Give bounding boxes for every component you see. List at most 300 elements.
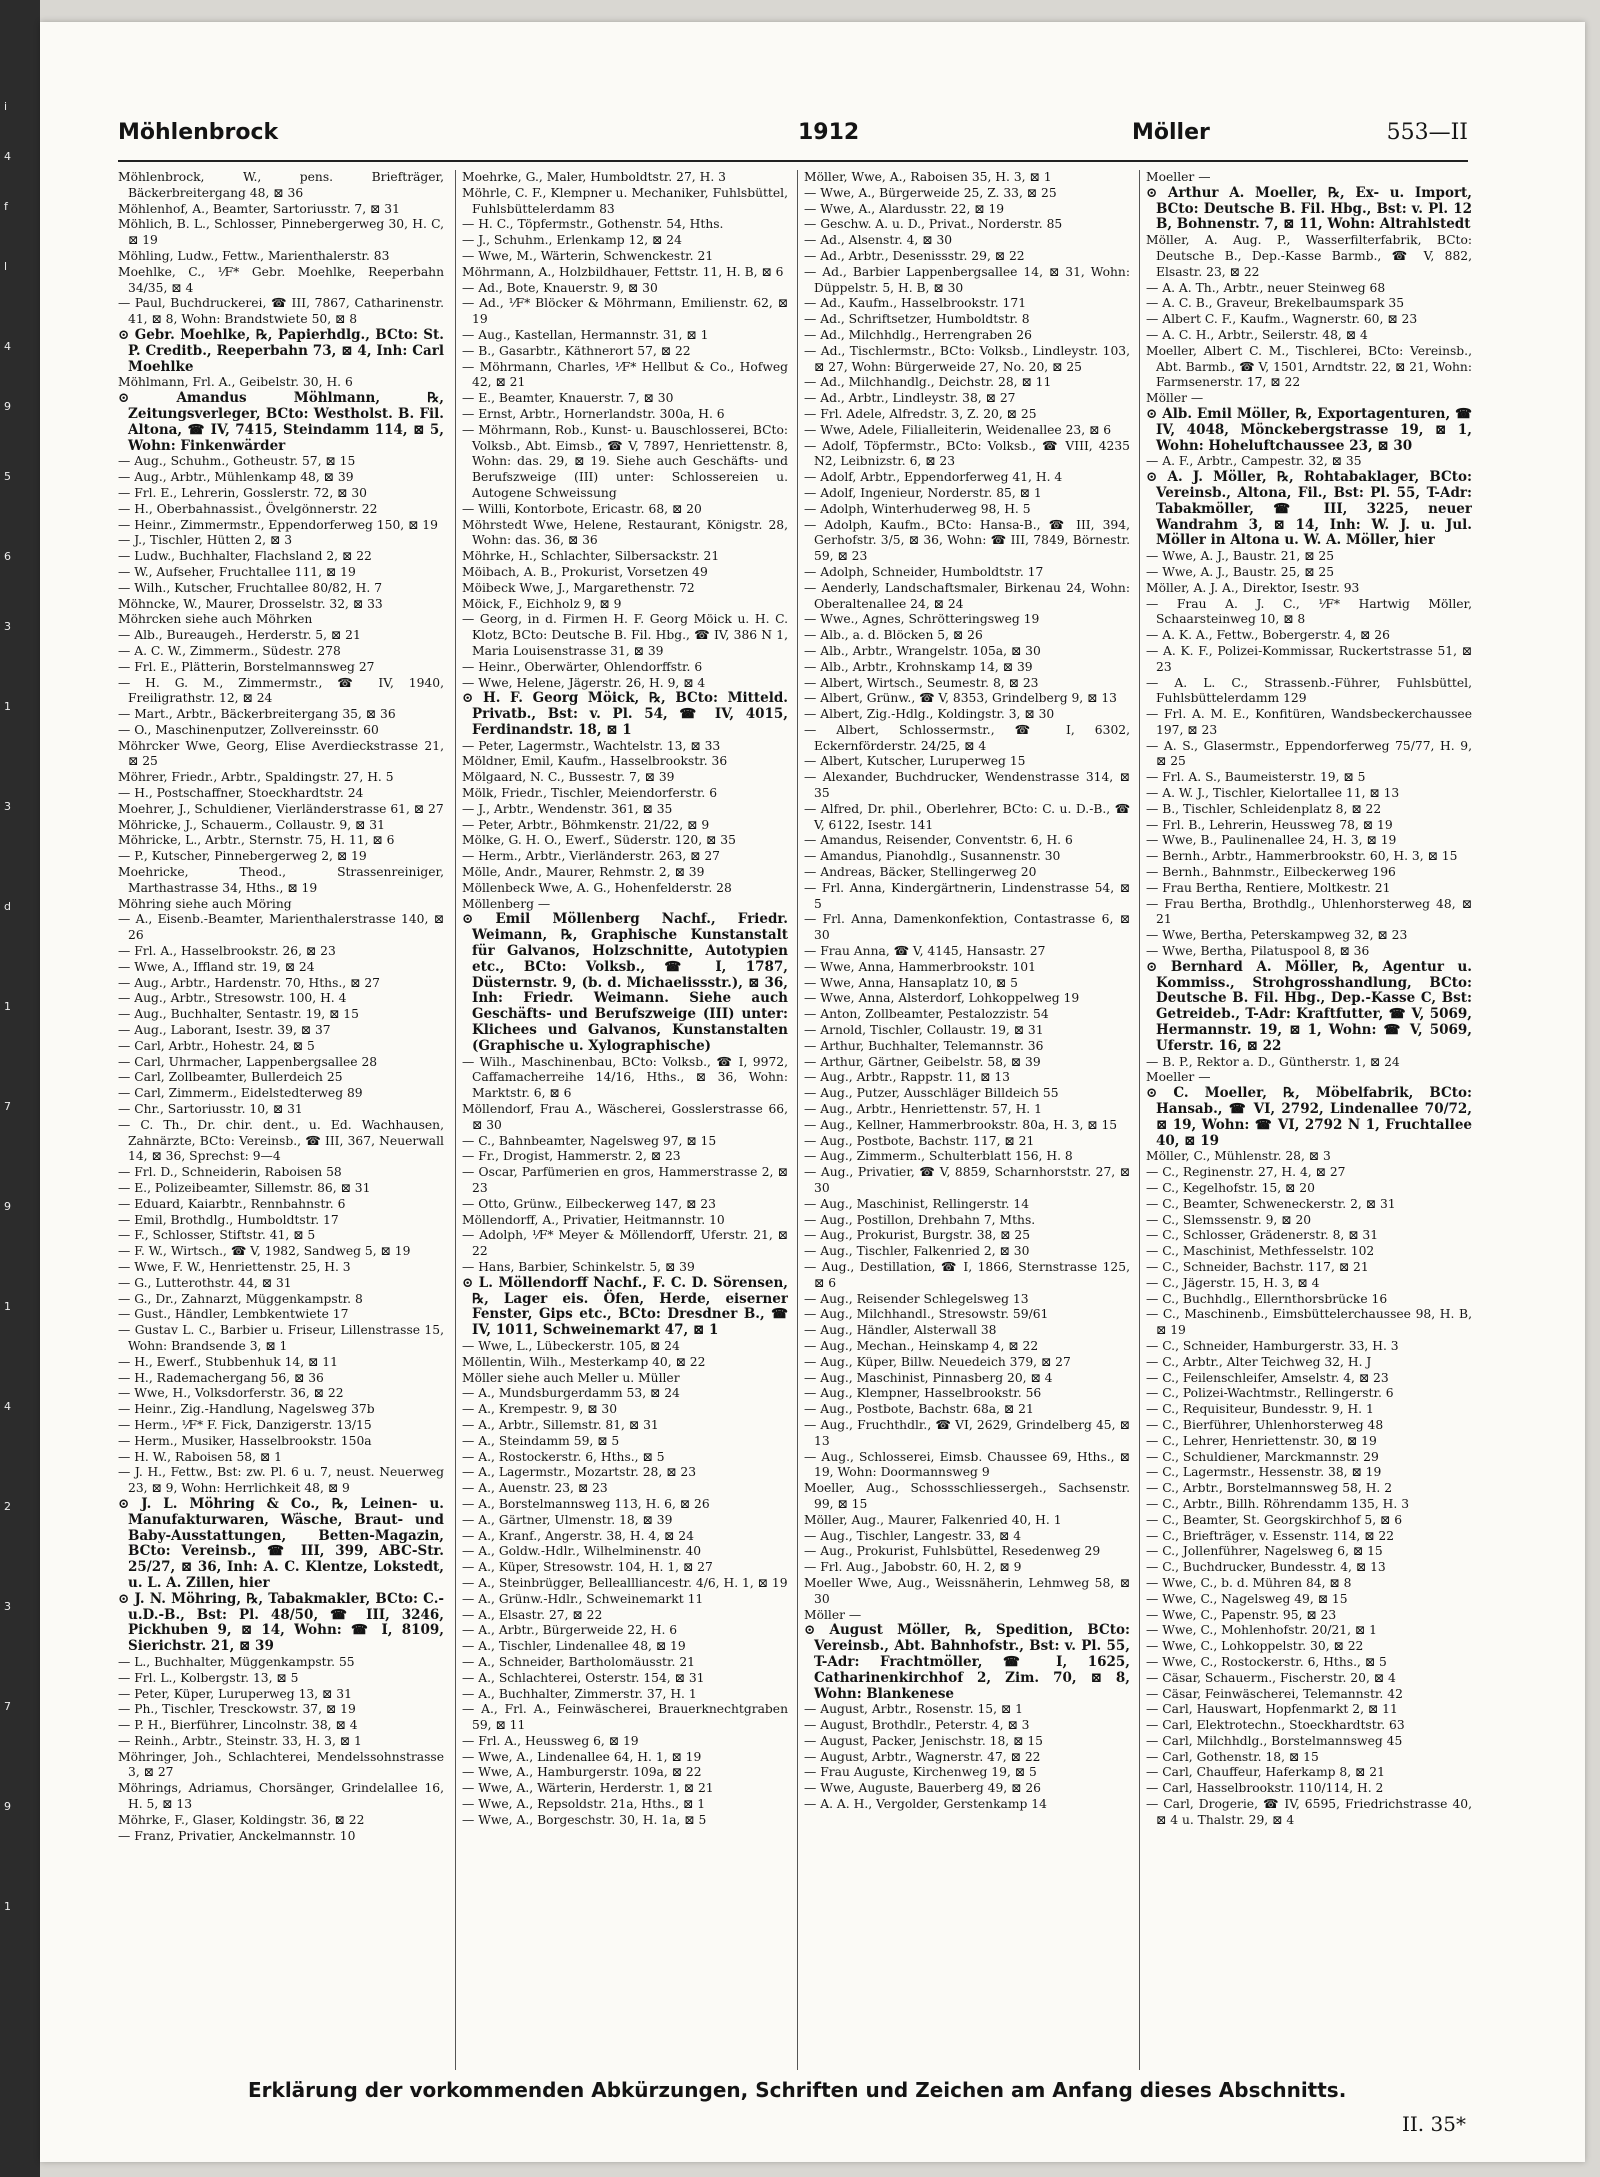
directory-entry: — Wwe, Adele, Filialleiterin, Weidenallee 23, ⊠ 6 xyxy=(804,422,1112,437)
directory-entry: — A., Lagermstr., Mozartstr. 28, ⊠ 23 xyxy=(462,1465,697,1480)
directory-entry: — Adolph, ⅟F* Meyer & Möllendorff, Uferstr. 21, ⊠ 22 xyxy=(462,1228,788,1259)
directory-entry: — Fr., Drogist, Hammerstr. 2, ⊠ 23 xyxy=(462,1149,681,1164)
directory-entry: — Alb., Arbtr., Wrangelstr. 105a, ⊠ 30 xyxy=(804,643,1041,658)
column-2 xyxy=(462,170,788,2070)
directory-entry: — Aug., Maschinist, Pinnasberg 20, ⊠ 4 xyxy=(804,1370,1053,1385)
directory-entry: — Frl. L., Kolbergstr. 13, ⊠ 5 xyxy=(118,1670,299,1685)
directory-entry: — Aug., Maschinist, Rellingerstr. 14 xyxy=(804,1196,1030,1211)
directory-entry: — J., Schuhm., Erlenkamp 12, ⊠ 24 xyxy=(462,233,682,248)
directory-entry: — H., Ewerf., Stubbenhuk 14, ⊠ 11 xyxy=(118,1354,338,1369)
directory-entry: — Albert, Schlossermstr., ☎ I, 6302, Eckernförderstr. 24/25, ⊠ 4 xyxy=(804,722,1130,753)
directory-entry: Möhrke, F., Glaser, Koldingstr. 36, ⊠ 22 xyxy=(118,1812,365,1827)
directory-entry: — Peter, Arbtr., Böhmkenstr. 21/22, ⊠ 9 xyxy=(462,817,710,832)
directory-entry: ⊙ L. Möllendorff Nachf., F. C. D. Sörensen, ℞, Lager eis. Öfen, Herde, eiserner Fenster, Gips etc., BCto: Dresdner B., ☎ IV, 1011, Schweinemarkt 47, ⊠ 1 xyxy=(462,1274,788,1339)
directory-entry: — Ad., Alsenstr. 4, ⊠ 30 xyxy=(804,233,953,248)
directory-entry: — Aug., Destillation, ☎ I, 1866, Sternstrasse 125, ⊠ 6 xyxy=(804,1259,1130,1290)
directory-entry: — Ad., Milchhdlg., Herrengraben 26 xyxy=(804,327,1032,342)
page-header xyxy=(118,120,1468,154)
directory-entry: — Cäsar, Feinwäscherei, Telemannstr. 42 xyxy=(1146,1686,1403,1701)
directory-entry: Moehrke, G., Maler, Humboldtstr. 27, H. 3 xyxy=(462,170,726,184)
directory-entry: Möibeck Wwe, J., Margarethenstr. 72 xyxy=(462,580,695,595)
directory-entry: Möhrle, C. F., Klempner u. Mechaniker, Fuhlsbüttel, Fuhlsbüttelerdamm 83 xyxy=(462,185,788,216)
directory-entry: — A. C. H., Arbtr., Seilerstr. 48, ⊠ 4 xyxy=(1146,327,1368,342)
directory-entry: — Alfred, Dr. phil., Oberlehrer, BCto: C. u. D.-B., ☎ V, 6122, Isestr. 141 xyxy=(804,801,1130,832)
directory-entry: — Emil, Brothdlg., Humboldtstr. 17 xyxy=(118,1212,339,1227)
directory-entry: — Wwe, Anna, Hansaplatz 10, ⊠ 5 xyxy=(804,975,1018,990)
directory-entry: — Albert, Zig.-Hdlg., Koldingstr. 3, ⊠ 30 xyxy=(804,707,1055,722)
directory-entry: — G., Lutterothstr. 44, ⊠ 31 xyxy=(118,1275,292,1290)
header-first-entry: Möhlenbrock xyxy=(118,120,279,145)
directory-entry: — Frl. A. M. E., Konfitüren, Wandsbeckerchaussee 197, ⊠ 23 xyxy=(1146,707,1472,737)
directory-entry: — A., Arbtr., Bürgerweide 22, H. 6 xyxy=(462,1623,678,1638)
directory-entry: — Frl. E., Lehrerin, Gosslerstr. 72, ⊠ 30 xyxy=(118,485,367,500)
directory-entry: — August, Packer, Jenischstr. 18, ⊠ 15 xyxy=(804,1733,1043,1748)
directory-entry: — A., Schneider, Bartholomäusstr. 21 xyxy=(462,1654,695,1669)
directory-entry: — C., Bierführer, Uhlenhorsterweg 48 xyxy=(1146,1417,1384,1432)
directory-entry: — A. K. A., Fettw., Bobergerstr. 4, ⊠ 26 xyxy=(1146,628,1390,643)
directory-entry: — A. S., Glasermstr., Eppendorferweg 75/77, H. 9, ⊠ 25 xyxy=(1146,738,1472,769)
directory-entry: — Herm., Musiker, Hasselbrookstr. 150a xyxy=(118,1433,372,1448)
directory-entry: — Albert, Wirtsch., Seumestr. 8, ⊠ 23 xyxy=(804,675,1039,690)
directory-entry: — A., Auenstr. 23, ⊠ 23 xyxy=(462,1481,608,1496)
directory-entry: — A., Rostockerstr. 6, Hths., ⊠ 5 xyxy=(462,1449,665,1464)
directory-entry: — Aug., Arbtr., Henriettenstr. 57, H. 1 xyxy=(804,1102,1042,1117)
directory-entry: — Wwe, Anna, Hammerbrookstr. 101 xyxy=(804,959,1036,974)
directory-entry: — Amandus, Reisender, Conventstr. 6, H. 6 xyxy=(804,833,1073,848)
directory-entry: — Frl. Adele, Alfredstr. 3, Z. 20, ⊠ 25 xyxy=(804,406,1037,421)
directory-entry: — G., Dr., Zahnarzt, Müggenkampstr. 8 xyxy=(118,1291,363,1306)
directory-entry: — Cäsar, Schauerm., Fischerstr. 20, ⊠ 4 xyxy=(1146,1670,1396,1685)
directory-entry: — Frl. A. S., Baumeisterstr. 19, ⊠ 5 xyxy=(1146,770,1366,785)
directory-entry: — C., Kegelhofstr. 15, ⊠ 20 xyxy=(1146,1181,1315,1195)
directory-entry: — Carl, Chauffeur, Haferkamp 8, ⊠ 21 xyxy=(1146,1765,1385,1780)
directory-entry: — Herm., Arbtr., Vierländerstr. 263, ⊠ 27 xyxy=(462,849,721,864)
directory-entry: Möhrcker Wwe, Georg, Elise Averdieckstrasse 21, ⊠ 25 xyxy=(118,738,444,769)
directory-entry: — Geschw. A. u. D., Privat., Norderstr. 85 xyxy=(804,217,1063,232)
directory-entry: Möldner, Emil, Kaufm., Hasselbrookstr. 36 xyxy=(462,754,728,769)
directory-entry: Moehlke, C., ⅟F* Gebr. Moehlke, Reeperbahn 34/35, ⊠ 4 xyxy=(118,264,444,295)
directory-entry: — Aug., Fruchthdlr., ☎ VI, 2629, Grindelberg 45, ⊠ 13 xyxy=(804,1417,1130,1448)
directory-entry: — A., Buchhalter, Zimmerstr. 37, H. 1 xyxy=(462,1686,697,1701)
directory-entry: — Aug., Reisender Schlegelsweg 13 xyxy=(804,1291,1029,1306)
directory-entry: — Frl. Anna, Damenkonfektion, Contastrasse 6, ⊠ 30 xyxy=(804,912,1130,943)
directory-entry: — C., Bahnbeamter, Nagelsweg 97, ⊠ 15 xyxy=(462,1133,717,1148)
directory-entry: — Adolph, Kaufm., BCto: Hansa-B., ☎ III, 394, Gerhofstr. 3/5, ⊠ 36, Wohn: ☎ III, 7849, Börnestr. 59, ⊠ 23 xyxy=(804,517,1130,564)
directory-entry: — Gustav L. C., Barbier u. Friseur, Lillenstrasse 15, Wohn: Brandsende 3, ⊠ 1 xyxy=(118,1323,444,1353)
directory-entry: — Adolf, Töpfermstr., BCto: Volksb., ☎ VIII, 4235 N2, Leibnizstr. 6, ⊠ 23 xyxy=(804,438,1130,469)
directory-entry: — Aug., Postillon, Drehbahn 7, Mths. xyxy=(804,1212,1036,1227)
directory-entry: — Gust., Händler, Lembkentwiete 17 xyxy=(118,1307,349,1322)
directory-entry: Möller, A. Aug. P., Wasserfilterfabrik, BCto: Deutsche B., Dep.-Kasse Barmb., ☎ V, 882, Elsastr. 23, ⊠ 22 xyxy=(1146,233,1472,279)
directory-entry: — Frl. A., Heussweg 6, ⊠ 19 xyxy=(462,1733,639,1748)
book-binding: i 4 f l 4 9 5 6 3 1 3 d 1 7 9 1 4 2 3 7 9 1 xyxy=(0,0,40,2177)
directory-entry: — Ad., Schriftsetzer, Humboldtstr. 8 xyxy=(804,312,1030,327)
directory-entry: — Otto, Grünw., Eilbeckerweg 147, ⊠ 23 xyxy=(462,1196,716,1211)
directory-entry: — A., Schlachterei, Osterstr. 154, ⊠ 31 xyxy=(462,1670,705,1685)
directory-entry: — Alb., Arbtr., Krohnskamp 14, ⊠ 39 xyxy=(804,659,1033,674)
directory-entry: — C., Lagermstr., Hessenstr. 38, ⊠ 19 xyxy=(1146,1465,1382,1480)
directory-entry: — Peter, Küper, Luruperweg 13, ⊠ 31 xyxy=(118,1686,352,1701)
directory-entry: — Aug., Arbtr., Stresowstr. 100, H. 4 xyxy=(118,991,347,1006)
directory-entry: — Alexander, Buchdrucker, Wendenstrasse 314, ⊠ 35 xyxy=(804,770,1130,801)
directory-entry: ⊙ A. J. Möller, ℞, Rohtabaklager, BCto: Vereinsb., Altona, Fil., Bst: Pl. 55, T-Adr: Tabakmöller, ☎ III, 3225, neuer Wandrahm 3, ⊠ 14, Inh: W. J. u. Jul. Möller in Altona u. W. A. Möller, hier xyxy=(1146,469,1472,549)
directory-entry: — Aug., Arbtr., Hardenstr. 70, Hths., ⊠ 27 xyxy=(118,975,380,990)
directory-entry: Möllenberg — xyxy=(462,896,551,911)
header-year: 1912 xyxy=(798,120,860,145)
directory-entry: — Wwe, H., Volksdorferstr. 36, ⊠ 22 xyxy=(118,1386,344,1401)
directory-entry: — A., Arbtr., Sillemstr. 81, ⊠ 31 xyxy=(462,1417,659,1432)
directory-entry: — C., Maschinist, Methfesselstr. 102 xyxy=(1146,1244,1375,1259)
directory-entry: — Frl. B., Lehrerin, Heussweg 78, ⊠ 19 xyxy=(1146,817,1393,832)
directory-entry: — Wwe, Auguste, Bauerberg 49, ⊠ 26 xyxy=(804,1781,1041,1796)
directory-entry: — Möhrmann, Rob., Kunst- u. Bauschlosserei, BCto: Volksb., Abt. Eimsb., ☎ V, 7897, Henriettenstr. 8, Wohn: das. 29, ⊠ 19. Siehe auch Geschäfts- und Berufszweige (III) unter: Schlossereien u. Autogene Schweissung xyxy=(462,422,788,500)
directory-entry: — A., Goldw.-Hdlr., Wilhelminenstr. 40 xyxy=(462,1544,702,1559)
directory-entry: — Oscar, Parfümerien en gros, Hammerstrasse 2, ⊠ 23 xyxy=(462,1165,788,1195)
directory-entry: — Aug., Putzer, Ausschläger Billdeich 55 xyxy=(804,1086,1059,1101)
directory-entry: — Wwe, A., Iffland str. 19, ⊠ 24 xyxy=(118,959,315,974)
directory-entry: — C., Maschinenb., Eimsbüttelerchaussee 98, H. B, ⊠ 19 xyxy=(1146,1307,1472,1338)
directory-entry: Möhring siehe auch Möring xyxy=(118,896,292,911)
directory-entry: — A., Borstelmannsweg 113, H. 6, ⊠ 26 xyxy=(462,1496,710,1511)
directory-entry: — A. K. F., Polizei-Kommissar, Ruckertstrasse 51, ⊠ 23 xyxy=(1146,643,1472,674)
directory-entry: — C., Buchhdlg., Ellernthorsbrücke 16 xyxy=(1146,1291,1388,1306)
directory-entry: — Wwe, A., Wärterin, Herderstr. 1, ⊠ 21 xyxy=(462,1781,714,1796)
directory-entry: — A., Küper, Stresowstr. 104, H. 1, ⊠ 27 xyxy=(462,1560,713,1575)
directory-entry: — A., Eisenb.-Beamter, Marienthalerstrasse 140, ⊠ 26 xyxy=(118,912,444,943)
directory-entry: Möhrmann, A., Holzbildhauer, Fettstr. 11, H. B, ⊠ 6 xyxy=(462,264,784,279)
directory-entry: — Georg, in d. Firmen H. F. Georg Möick u. H. C. Klotz, BCto: Deutsche B. Fil. Hbg., ☎ IV, 386 N 1, Maria Louisenstrasse 31, ⊠ 39 xyxy=(462,612,788,658)
directory-entry: ⊙ Amandus Möhlmann, ℞, Zeitungsverleger, BCto: Westholst. B. Fil. Altona, ☎ IV, 7415, Steindamm 114, ⊠ 5, Wohn: Finkenwärder xyxy=(118,390,444,454)
directory-entry: — Frau Anna, ☎ V, 4145, Hansastr. 27 xyxy=(804,944,1046,959)
directory-entry: — Aenderly, Landschaftsmaler, Birkenau 24, Wohn: Oberaltenallee 24, ⊠ 24 xyxy=(804,580,1130,611)
directory-entry: — Amandus, Pianohdlg., Susannenstr. 30 xyxy=(804,849,1061,864)
directory-entry: Mölk, Friedr., Tischler, Meiendorferstr. 6 xyxy=(462,786,718,801)
directory-entry: Möhlenhof, A., Beamter, Sartoriusstr. 7, ⊠ 31 xyxy=(118,201,400,216)
directory-entry: — C., Schneider, Bachstr. 117, ⊠ 21 xyxy=(1146,1259,1369,1274)
directory-entry: — Aug., Tischler, Langestr. 33, ⊠ 4 xyxy=(804,1528,1022,1543)
directory-entry: — B. P., Rektor a. D., Güntherstr. 1, ⊠ 24 xyxy=(1146,1054,1400,1069)
directory-entry: — Wwe, C., Mohlenhofstr. 20/21, ⊠ 1 xyxy=(1146,1623,1377,1638)
directory-entry: — Eduard, Kaiarbtr., Rennbahnstr. 6 xyxy=(118,1196,346,1211)
directory-entry: — C., Briefträger, v. Essenstr. 114, ⊠ 22 xyxy=(1146,1528,1395,1543)
directory-entry: Möller — xyxy=(804,1607,862,1622)
directory-entry: — Carl, Drogerie, ☎ IV, 6595, Friedrichstrasse 40, ⊠ 4 u. Thalstr. 29, ⊠ 4 xyxy=(1146,1797,1472,1827)
directory-entry: — Albert, Grünw., ☎ V, 8353, Grindelberg 9, ⊠ 13 xyxy=(804,691,1117,706)
directory-entry: — Ad., Bote, Knauerstr. 9, ⊠ 30 xyxy=(462,280,658,295)
directory-entry: — August, Arbtr., Wagnerstr. 47, ⊠ 22 xyxy=(804,1749,1041,1764)
directory-entry: — Carl, Milchhdlg., Borstelmannsweg 45 xyxy=(1146,1733,1403,1748)
directory-entry: Moehrer, J., Schuldiener, Vierländerstrasse 61, ⊠ 27 xyxy=(118,801,444,816)
directory-entry: — Wwe, C., Papenstr. 95, ⊠ 23 xyxy=(1146,1607,1337,1622)
directory-entry: — Adolf, Arbtr., Eppendorferweg 41, H. 4 xyxy=(804,470,1063,485)
directory-entry: — Wwe, A., Repsoldstr. 21a, Hths., ⊠ 1 xyxy=(462,1797,706,1812)
directory-entry: — W., Aufseher, Fruchtallee 111, ⊠ 19 xyxy=(118,564,356,579)
directory-entry: — J., Tischler, Hütten 2, ⊠ 3 xyxy=(118,533,293,548)
directory-entry: — C., Lehrer, Henriettenstr. 30, ⊠ 19 xyxy=(1146,1433,1377,1448)
directory-entry: — Albert, Kutscher, Luruperweg 15 xyxy=(804,754,1026,769)
directory-entry: — Carl, Elektrotechn., Stoeckhardtstr. 63 xyxy=(1146,1718,1405,1733)
directory-entry: — H., Oberbahnassist., Övelgönnerstr. 22 xyxy=(118,501,378,516)
directory-entry: ⊙ Bernhard A. Möller, ℞, Agentur u. Kommiss., Strohgrosshandlung, BCto: Deutsche B. Fil. Hbg., Dep.-Kasse C, Bst: Getreideb., T-Adr: Kraftfutter, ☎ V, 5069, Hermannstr. 19, ⊠ 1, Wohn: ☎ V, 5069, Uferstr. 16, ⊠ 22 xyxy=(1146,958,1472,1054)
directory-entry: — Chr., Sartoriusstr. 10, ⊠ 31 xyxy=(118,1102,303,1117)
directory-entry: — Wwe, A., Alardusstr. 22, ⊠ 19 xyxy=(804,201,1005,216)
directory-entry: — Ad., Arbtr., Desenissstr. 29, ⊠ 22 xyxy=(804,248,1025,263)
directory-entry: — Wwe, A., Bürgerweide 25, Z. 33, ⊠ 25 xyxy=(804,185,1057,200)
directory-entry: — Adolph, Schneider, Humboldtstr. 17 xyxy=(804,564,1044,579)
directory-entry: ⊙ August Möller, ℞, Spedition, BCto: Vereinsb., Abt. Bahnhofstr., Bst: v. Pl. 55, T-Adr: Frachtmöller, ☎ I, 1625, Catharinenkirchhof 2, Zim. 70, ⊠ 8, Wohn: Blankenese xyxy=(804,1622,1130,1702)
directory-entry: Möllendorff, A., Privatier, Heitmannstr. 10 xyxy=(462,1212,725,1227)
directory-entry: — Frau Bertha, Rentiere, Moltkestr. 21 xyxy=(1146,880,1391,895)
header-page-label: 553—II xyxy=(1386,120,1468,145)
directory-entry: — A. C. W., Zimmerm., Südestr. 278 xyxy=(118,643,341,658)
directory-entry: — Wilh., Kutscher, Fruchtallee 80/82, H. 7 xyxy=(118,580,383,595)
directory-entry: — Wwe, B., Paulinenallee 24, H. 3, ⊠ 19 xyxy=(1146,833,1397,848)
directory-entry: — Wwe, Bertha, Pilatuspool 8, ⊠ 36 xyxy=(1146,944,1370,959)
directory-entry: Möllenbeck Wwe, A. G., Hohenfelderstr. 28 xyxy=(462,880,732,895)
directory-entry: — C., Requisiteur, Bundesstr. 9, H. 1 xyxy=(1146,1402,1374,1417)
directory-entry: — F., Schlosser, Stiftstr. 41, ⊠ 5 xyxy=(118,1228,316,1243)
directory-entry: — A., Frl. A., Feinwäscherei, Brauerknechtgraben 59, ⊠ 11 xyxy=(462,1702,788,1733)
directory-entry: — Aug., Prokurist, Burgstr. 38, ⊠ 25 xyxy=(804,1228,1031,1243)
directory-entry: — Wwe, Anna, Alsterdorf, Lohkoppelweg 19 xyxy=(804,991,1080,1006)
directory-entry: — Wilh., Maschinenbau, BCto: Volksb., ☎ I, 9972, Caffamacherreihe 14/16, Hths., ⊠ 36, Wohn: Marktstr. 6, ⊠ 6 xyxy=(462,1054,788,1101)
directory-entry: Möller, Aug., Maurer, Falkenried 40, H. 1 xyxy=(804,1512,1062,1527)
directory-entry: Mölgaard, N. C., Bussestr. 7, ⊠ 39 xyxy=(462,770,675,785)
directory-entry: Mölle, Andr., Maurer, Rehmstr. 2, ⊠ 39 xyxy=(462,865,705,880)
directory-entry: — Frl. Aug., Jabobstr. 60, H. 2, ⊠ 9 xyxy=(804,1560,1022,1575)
directory-entry: — Wwe, C., b. d. Mühren 84, ⊠ 8 xyxy=(1146,1575,1352,1590)
directory-entry: — Frau A. J. C., ⅟F* Hartwig Möller, Schaarsteinweg 10, ⊠ 8 xyxy=(1146,596,1472,627)
directory-entry: Möick, F., Eichholz 9, ⊠ 9 xyxy=(462,596,622,611)
directory-entry: — A. L. C., Strassenb.-Führer, Fuhlsbüttel, Fuhlsbüttelerdamm 129 xyxy=(1146,675,1472,706)
directory-entry: ⊙ H. F. Georg Möick, ℞, BCto: Mitteld. Privatb., Bst: v. Pl. 54, ☎ IV, 4015, Ferdinandstr. 18, ⊠ 1 xyxy=(462,690,788,738)
directory-entry: — Aug., Buchhalter, Sentastr. 19, ⊠ 15 xyxy=(118,1007,359,1022)
directory-entry: — C., Schlosser, Grädenerstr. 8, ⊠ 31 xyxy=(1146,1228,1379,1243)
directory-entry: Möhringer, Joh., Schlachterei, Mendelssohnstrasse 3, ⊠ 27 xyxy=(118,1749,444,1780)
directory-entry: — Franz, Privatier, Anckelmannstr. 10 xyxy=(118,1828,356,1843)
directory-entry: — Adolph, Winterhuderweg 98, H. 5 xyxy=(804,501,1031,516)
column-3 xyxy=(804,170,1130,2070)
directory-entry: — Herm., ⅟F* F. Fick, Danzigerstr. 13/15 xyxy=(118,1417,372,1432)
directory-entry: — Wwe, C., Rostockerstr. 6, Hths., ⊠ 5 xyxy=(1146,1654,1387,1669)
directory-entry: — Aug., Milchhandl., Stresowstr. 59/61 xyxy=(804,1307,1049,1322)
directory-entry: — C., Schuldiener, Marckmannstr. 29 xyxy=(1146,1449,1379,1464)
directory-entry: Möhncke, W., Maurer, Drosselstr. 32, ⊠ 33 xyxy=(118,596,383,611)
directory-entry: — Aug., Tischler, Falkenried 2, ⊠ 30 xyxy=(804,1244,1030,1259)
directory-entry: — Aug., Postbote, Bachstr. 117, ⊠ 21 xyxy=(804,1133,1035,1148)
directory-entry: — C., Slemssenstr. 9, ⊠ 20 xyxy=(1146,1212,1312,1227)
directory-entry: — Wwe, Bertha, Peterskampweg 32, ⊠ 23 xyxy=(1146,928,1408,943)
directory-entry: — Aug., Schlosserei, Eimsb. Chaussee 69, Hths., ⊠ 19, Wohn: Doormannsweg 9 xyxy=(804,1449,1130,1480)
directory-entry: ⊙ Emil Möllenberg Nachf., Friedr. Weimann, ℞, Graphische Kunstanstalt für Galvanos, Holzschnitte, Autotypien etc., BCto: Volksb., ☎ I, 1787, Düsternstr. 9, (b. d. Michaelissstr.), ⊠ 36, Inh: Friedr. Weimann. Siehe auch Geschäfts- und Berufszweige (III) unter: Klichees und Galvanos, Kunstanstalten (Graphische u. Xylographische) xyxy=(462,911,788,1054)
directory-entry: — Carl, Zollbeamter, Bullerdeich 25 xyxy=(118,1070,343,1085)
directory-entry: — August, Arbtr., Rosenstr. 15, ⊠ 1 xyxy=(804,1702,1023,1717)
directory-entry: — Aug., Laborant, Isestr. 39, ⊠ 37 xyxy=(118,1023,331,1038)
directory-entry: Möller, A. J. A., Direktor, Isestr. 93 xyxy=(1146,580,1360,595)
directory-entry: — Wwe, A. J., Baustr. 25, ⊠ 25 xyxy=(1146,564,1335,579)
directory-entry: Möhlmann, Frl. A., Geibelstr. 30, H. 6 xyxy=(118,375,353,390)
directory-entry: — Heinr., Zig.-Handlung, Nagelsweg 37b xyxy=(118,1402,375,1417)
directory-entry: — H. C., Töpfermstr., Gothenstr. 54, Hths. xyxy=(462,217,724,232)
directory-entry: — Wwe, A. J., Baustr. 21, ⊠ 25 xyxy=(1146,549,1335,564)
directory-entry: — J. H., Fettw., Bst: zw. Pl. 6 u. 7, neust. Neuerweg 23, ⊠ 9, Wohn: Herrlichkeit 48, ⊠ 9 xyxy=(118,1465,444,1496)
directory-entry: — Frl. D., Schneiderin, Raboisen 58 xyxy=(118,1165,342,1180)
directory-entry: — Wwe, A., Borgeschstr. 30, H. 1a, ⊠ 5 xyxy=(462,1812,707,1827)
directory-entry: Möllendorf, Frau A., Wäscherei, Gosslerstrasse 66, ⊠ 30 xyxy=(462,1102,788,1132)
directory-entry: — A., Krempestr. 9, ⊠ 30 xyxy=(462,1402,618,1417)
directory-entry: — Ad., Kaufm., Hasselbrookstr. 171 xyxy=(804,296,1027,311)
directory-entry: — H. W., Raboisen 58, ⊠ 1 xyxy=(118,1449,282,1464)
column-divider xyxy=(797,170,798,2070)
directory-entry: — O., Maschinenputzer, Zollvereinsstr. 60 xyxy=(118,722,379,737)
column-1 xyxy=(118,170,444,2070)
directory-entry: — Aug., Schuhm., Gotheustr. 57, ⊠ 15 xyxy=(118,454,356,469)
directory-entry: — C., Arbtr., Billh. Röhrendamm 135, H. 3 xyxy=(1146,1496,1410,1511)
directory-entry: — A., Mundsburgerdamm 53, ⊠ 24 xyxy=(462,1386,680,1401)
directory-entry: — A., Kranf., Angerstr. 38, H. 4, ⊠ 24 xyxy=(462,1528,694,1543)
directory-entry: — Wwe, C., Nagelsweg 49, ⊠ 15 xyxy=(1146,1591,1348,1606)
directory-entry: — Aug., Küper, Billw. Neuedeich 379, ⊠ 27 xyxy=(804,1354,1071,1369)
directory-entry: — Arnold, Tischler, Collaustr. 19, ⊠ 31 xyxy=(804,1023,1044,1038)
directory-entry: — Aug., Händler, Alsterwall 38 xyxy=(804,1323,997,1338)
directory-entry: — Alb., Bureaugeh., Herderstr. 5, ⊠ 21 xyxy=(118,628,361,643)
directory-entry: — C., Arbtr., Alter Teichweg 32, H. J xyxy=(1146,1354,1372,1369)
footer-note: Erklärung der vorkommenden Abkürzungen, Schriften und Zeichen am Anfang dieses Abschnitts. xyxy=(248,2078,1347,2102)
directory-entry: Möller, C., Mühlenstr. 28, ⊠ 3 xyxy=(1146,1149,1331,1164)
directory-entry: — A., Steindamm 59, ⊠ 5 xyxy=(462,1433,620,1448)
directory-entry: — Aug., Postbote, Bachstr. 68a, ⊠ 21 xyxy=(804,1402,1034,1417)
directory-entry: — Hans, Barbier, Schinkelstr. 5, ⊠ 39 xyxy=(462,1259,695,1274)
directory-entry: — Aug., Prokurist, Fuhlsbüttel, Resedenweg 29 xyxy=(804,1544,1101,1559)
directory-entry: — Frl. E., Plätterin, Borstelmannsweg 27 xyxy=(118,659,375,674)
directory-entry: — B., Tischler, Schleidenplatz 8, ⊠ 22 xyxy=(1146,801,1382,816)
directory-entry: — Wwe, Helene, Jägerstr. 26, H. 9, ⊠ 4 xyxy=(462,675,706,690)
directory-entry: Möhlenbrock, W., pens. Briefträger, Bäckerbreitergang 48, ⊠ 36 xyxy=(118,170,444,200)
directory-entry: — A., Grünw.-Hdlr., Schweinemarkt 11 xyxy=(462,1591,704,1606)
directory-entry: — B., Gasarbtr., Käthnerort 57, ⊠ 22 xyxy=(462,343,691,358)
directory-entry: — Heinr., Zimmermstr., Eppendorferweg 150, ⊠ 19 xyxy=(118,517,438,532)
directory-entry: ⊙ J. L. Möhring & Co., ℞, Leinen- u. Manufakturwaren, Wäsche, Braut- und Baby-Ausstattungen, Betten-Magazin, BCto: Vereinsb., ☎ III, 399, ABC-Str. 25/27, ⊠ 36, Inh: A. C. Klentze, Lokstedt, u. L. A. Zillen, hier xyxy=(118,1495,444,1591)
directory-entry: — C., Feilenschleifer, Amselstr. 4, ⊠ 23 xyxy=(1146,1370,1389,1385)
directory-entry: — Carl, Hauswart, Hopfenmarkt 2, ⊠ 11 xyxy=(1146,1702,1398,1717)
directory-entry: — Aug., Kellner, Hammerbrookstr. 80a, H. 3, ⊠ 15 xyxy=(804,1117,1118,1132)
directory-entry: — F. W., Wirtsch., ☎ V, 1982, Sandweg 5, ⊠ 19 xyxy=(118,1244,411,1259)
directory-entry: — H., Rademachergang 56, ⊠ 36 xyxy=(118,1370,324,1385)
directory-entry: Mölke, G. H. O., Ewerf., Süderstr. 120, ⊠ 35 xyxy=(462,833,736,848)
directory-entry: — Aug., Arbtr., Rappstr. 11, ⊠ 13 xyxy=(804,1070,1010,1085)
directory-entry: — Wwe, A., Lindenallee 64, H. 1, ⊠ 19 xyxy=(462,1749,702,1764)
directory-entry: — Heinr., Oberwärter, Ohlendorffstr. 6 xyxy=(462,659,703,674)
directory-entry: Möhling, Ludw., Fettw., Marienthalerstr. 83 xyxy=(118,248,390,263)
directory-entry: Möller siehe auch Meller u. Müller xyxy=(462,1370,680,1385)
directory-entry: — A., Gärtner, Ulmenstr. 18, ⊠ 39 xyxy=(462,1512,673,1527)
directory-entry: — Arthur, Gärtner, Geibelstr. 58, ⊠ 39 xyxy=(804,1054,1041,1069)
directory-entry: — Ernst, Arbtr., Hornerlandstr. 300a, H. 6 xyxy=(462,406,725,421)
directory-entry: — Paul, Buchdruckerei, ☎ III, 7867, Catharinenstr. 41, ⊠ 8, Wohn: Brandstwiete 50, ⊠ 8 xyxy=(118,296,444,327)
directory-entry: — E., Beamter, Knauerstr. 7, ⊠ 30 xyxy=(462,391,674,406)
directory-entry: Möller — xyxy=(1146,391,1204,406)
directory-entry: — Ad., Milchhandlg., Deichstr. 28, ⊠ 11 xyxy=(804,375,1052,390)
directory-entry: — H. G. M., Zimmermstr., ☎ IV, 1940, Freiligrathstr. 12, ⊠ 24 xyxy=(118,675,444,706)
directory-entry: — Möhrmann, Charles, ⅟F* Hellbut & Co., Hofweg 42, ⊠ 21 xyxy=(462,359,788,390)
directory-entry: — C., Polizei-Wachtmstr., Rellingerstr. 6 xyxy=(1146,1386,1394,1401)
directory-entry: — C., Arbtr., Borstelmannsweg 58, H. 2 xyxy=(1146,1481,1393,1496)
directory-entry: — Ad., Arbtr., Lindleystr. 38, ⊠ 27 xyxy=(804,391,1016,406)
directory-entry: Möller, Wwe, A., Raboisen 35, H. 3, ⊠ 1 xyxy=(804,170,1052,184)
directory-entry: ⊙ Gebr. Moehlke, ℞, Papierhdlg., BCto: St. P. Creditb., Reeperbahn 73, ⊠ 4, Inh: Carl Moehlke xyxy=(118,326,444,375)
directory-entry: Moehricke, Theod., Strassenreiniger, Marthastrasse 34, Hths., ⊠ 19 xyxy=(118,865,444,895)
directory-entry: — Wwe., Agnes, Schrötteringsweg 19 xyxy=(804,612,1040,627)
directory-entry: Möhrings, Adriamus, Chorsänger, Grindelallee 16, H. 5, ⊠ 13 xyxy=(118,1781,444,1812)
directory-entry: — C., Beamter, Schweneckerstr. 2, ⊠ 31 xyxy=(1146,1196,1396,1211)
directory-entry: — J., Arbtr., Wendenstr. 361, ⊠ 35 xyxy=(462,801,673,816)
directory-entry: — Wwe, C., Lohkoppelstr. 30, ⊠ 22 xyxy=(1146,1639,1364,1654)
directory-entry: ⊙ C. Moeller, ℞, Möbelfabrik, BCto: Hansab., ☎ VI, 2792, Lindenallee 70/72, ⊠ 19, Wohn: ☎ VI, 2792 N 1, Fruchtallee 40, ⊠ 19 xyxy=(1146,1085,1472,1149)
directory-entry: — C. Th., Dr. chir. dent., u. Ed. Wachhausen, Zahnärzte, BCto: Vereinsb., ☎ III, 367, Neuerwall 14, ⊠ 36, Sprechst: 9—4 xyxy=(118,1117,444,1164)
directory-entry: — A., Elsastr. 27, ⊠ 22 xyxy=(462,1607,603,1622)
directory-entry: — P. H., Bierführer, Lincolnstr. 38, ⊠ 4 xyxy=(118,1718,358,1733)
directory-entry: ⊙ Arthur A. Moeller, ℞, Ex- u. Import, BCto: Deutsche B. Fil. Hbg., Bst: v. Pl. 12 B, Bohnenstr. 7, ⊠ 11, Wohn: Altrahlstedt xyxy=(1146,184,1472,233)
directory-entry: — Carl, Hasselbrookstr. 110/114, H. 2 xyxy=(1146,1781,1384,1796)
directory-entry: Moeller, Aug., Schossschliessergeh., Sachsenstr. 99, ⊠ 15 xyxy=(804,1481,1130,1511)
directory-entry: — Bernh., Arbtr., Hammerbrookstr. 60, H. 3, ⊠ 15 xyxy=(1146,849,1458,864)
directory-entry: — Willi, Kontorbote, Ericastr. 68, ⊠ 20 xyxy=(462,501,702,516)
directory-entry: — Aug., Klempner, Hasselbrookstr. 56 xyxy=(804,1386,1042,1401)
directory-entry: — A. C. B., Graveur, Brekelbaumspark 35 xyxy=(1146,296,1405,311)
directory-entry: ⊙ Alb. Emil Möller, ℞, Exportagenturen, ☎ IV, 4048, Mönckebergstrasse 19, ⊠ 1, Wohn: Hoheluftchaussee 23, ⊠ 30 xyxy=(1146,405,1472,454)
directory-entry: Möllentin, Wilh., Mesterkamp 40, ⊠ 22 xyxy=(462,1354,706,1369)
directory-entry: — A. A. H., Vergolder, Gerstenkamp 14 xyxy=(804,1797,1047,1812)
header-last-entry: Möller xyxy=(1132,120,1210,145)
directory-entry: — A., Steinbrügger, Belleallliancestr. 4/6, H. 1, ⊠ 19 xyxy=(462,1575,788,1590)
directory-entry: — Alb., a. d. Blöcken 5, ⊠ 26 xyxy=(804,628,983,643)
directory-entry: — Arthur, Buchhalter, Telemannstr. 36 xyxy=(804,1038,1044,1053)
directory-entry: — H., Postschaffner, Stoeckhardtstr. 24 xyxy=(118,786,364,801)
directory-entry: — A. W. J., Tischler, Kielortallee 11, ⊠ 13 xyxy=(1146,786,1400,801)
directory-entry: — A. F., Arbtr., Campestr. 32, ⊠ 35 xyxy=(1146,454,1362,469)
directory-entry: — Carl, Uhrmacher, Lappenbergsallee 28 xyxy=(118,1054,378,1069)
directory-entry: — Carl, Arbtr., Hohestr. 24, ⊠ 5 xyxy=(118,1038,315,1053)
directory-entry: — Aug., Privatier, ☎ V, 8859, Scharnhorststr. 27, ⊠ 30 xyxy=(804,1165,1130,1195)
directory-entry: Möhricke, L., Arbtr., Sternstr. 75, H. 11, ⊠ 6 xyxy=(118,833,395,848)
directory-entry: — A. A. Th., Arbtr., neuer Steinweg 68 xyxy=(1146,280,1386,295)
directory-entry: Möhrke, H., Schlachter, Silbersackstr. 21 xyxy=(462,549,720,564)
directory-entry: — Wwe, A., Hamburgerstr. 109a, ⊠ 22 xyxy=(462,1765,702,1780)
directory-entry: — Andreas, Bäcker, Stellingerweg 20 xyxy=(804,865,1037,880)
header-rule xyxy=(118,160,1468,162)
directory-entry: — Frl. A., Hasselbrookstr. 26, ⊠ 23 xyxy=(118,944,336,959)
directory-entry: — Frau Bertha, Brothdlg., Uhlenhorsterweg 48, ⊠ 21 xyxy=(1146,896,1472,927)
directory-entry: — Wwe, F. W., Henriettenstr. 25, H. 3 xyxy=(118,1259,351,1274)
directory-entry: — C., Beamter, St. Georgskirchhof 5, ⊠ 6 xyxy=(1146,1512,1403,1527)
directory-entry: — Wwe, M., Wärterin, Schwenckestr. 21 xyxy=(462,248,714,263)
directory-entry: — Ad., ⅟F* Blöcker & Möhrmann, Emilienstr. 62, ⊠ 19 xyxy=(462,296,788,327)
directory-entry: — Reinh., Arbtr., Steinstr. 33, H. 3, ⊠ 1 xyxy=(118,1733,362,1748)
directory-entry: — Adolf, Ingenieur, Norderstr. 85, ⊠ 1 xyxy=(804,485,1042,500)
directory-entry: — Aug., Arbtr., Mühlenkamp 48, ⊠ 39 xyxy=(118,470,354,485)
directory-entry: — Carl, Zimmerm., Eidelstedterweg 89 xyxy=(118,1086,363,1101)
directory-entry: Moeller, Albert C. M., Tischlerei, BCto: Vereinsb., Abt. Barmb., ☎ V, 1501, Arndtstr. 22, ⊠ 21, Wohn: Farmsenerstr. 17, ⊠ 22 xyxy=(1146,343,1472,390)
directory-entry: — C., Jägerstr. 15, H. 3, ⊠ 4 xyxy=(1146,1275,1320,1290)
directory-entry: — Ad., Barbier Lappenbergsallee 14, ⊠ 31, Wohn: Düppelstr. 5, H. B, ⊠ 30 xyxy=(804,264,1130,295)
directory-entry: Moeller — xyxy=(1146,1070,1211,1085)
directory-entry: Moeller Wwe, Aug., Weissnäherin, Lehmweg 58, ⊠ 30 xyxy=(804,1575,1130,1606)
directory-entry: — Albert C. F., Kaufm., Wagnerstr. 60, ⊠ 23 xyxy=(1146,312,1418,327)
directory-entry: — Aug., Kastellan, Hermannstr. 31, ⊠ 1 xyxy=(462,327,709,342)
page-number: II. 35* xyxy=(1402,2112,1466,2136)
directory-entry: — Aug., Zimmerm., Schulterblatt 156, H. 8 xyxy=(804,1149,1073,1164)
directory-entry: — C., Schneider, Hamburgerstr. 33, H. 3 xyxy=(1146,1338,1399,1353)
